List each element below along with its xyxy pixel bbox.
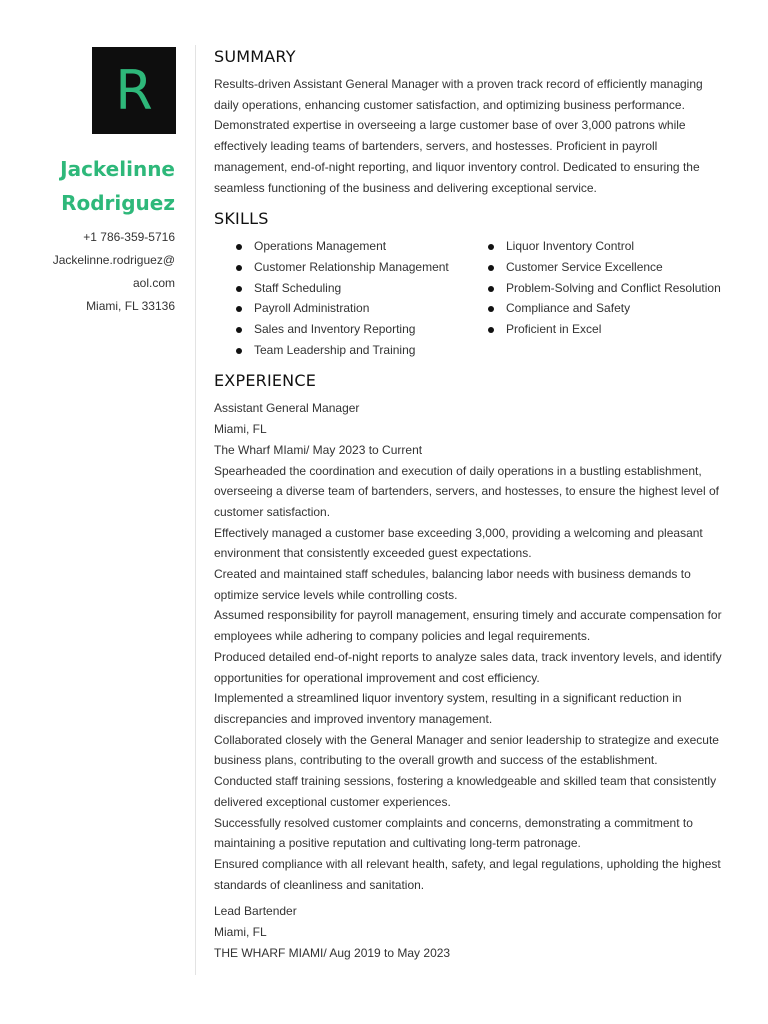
- skill-item: Staff Scheduling: [214, 278, 466, 299]
- skill-item: Sales and Inventory Reporting: [214, 319, 466, 340]
- summary-section: [214, 46, 724, 198]
- job-location: Miami, FL: [214, 422, 267, 437]
- summary-text: Results-driven Assistant General Manager with a proven track record of efficiently managing daily operations, enhancing customer satisfaction, and optimizing business performance. Demonstrated expertise in overseeing a large customer base of over 3,000 patrons while effectively leading teams of bartenders, servers, and hostesses. Proficient in payroll management, end-of-night reporting, and liquor inventory control. Dedicated to ensuring the seamless functioning of the business and delivering exceptional service.: [214, 77, 703, 195]
- experience-section: [214, 370, 724, 963]
- job-bullet: Conducted staff training sessions, fostering a knowledgeable and skilled team that consistently delivered exceptional customer experiences.: [214, 774, 717, 809]
- skill-item: Payroll Administration: [214, 298, 466, 319]
- job-role: Assistant General Manager: [214, 401, 360, 416]
- job-bullet: Created and maintained staff schedules, balancing labor needs with business demands to optimize service levels while controlling costs.: [214, 567, 691, 602]
- skill-item: Customer Relationship Management: [214, 257, 466, 278]
- skill-item: Proficient in Excel: [466, 319, 724, 340]
- job-bullet: Ensured compliance with all relevant health, safety, and legal regulations, upholding the highest standards of cleanliness and sanitation.: [214, 856, 721, 892]
- email-line-2: aol.com: [132, 276, 175, 290]
- skill-item: Team Leadership and Training: [214, 340, 466, 361]
- job-bullet: Effectively managed a customer base exceeding 3,000, providing a welcoming and pleasant environment that consistently exceeded guest expectations.: [214, 525, 703, 561]
- skill-item: Problem-Solving and Conflict Resolution: [466, 278, 724, 299]
- summary-title: SUMMARY: [214, 47, 296, 66]
- job-bullet: Produced detailed end-of-night reports to analyze sales data, track inventory levels, and identify opportunities for operational improvement and cost efficiency.: [214, 649, 722, 685]
- job-location: Miami, FL: [214, 925, 267, 940]
- skills-title: SKILLS: [214, 209, 269, 229]
- skills-list: [214, 236, 724, 360]
- job-bullet: Spearheaded the coordination and execution of daily operations in a bustling establishment, overseeing a diverse team of bartenders, servers, and hostesses, to ensure the highest level of customer satisfaction.: [214, 463, 719, 519]
- job-bullet: Successfully resolved customer complaints and concerns, demonstrating a commitment to maintaining a positive reputation and cultivating long-term patronage.: [214, 815, 693, 851]
- monogram-initial: R: [115, 59, 153, 122]
- skill-item: Liquor Inventory Control: [466, 236, 724, 257]
- job-bullet: Collaborated closely with the General Manager and senior leadership to strategize and execute business plans, contributing to the overall growth and success of the establishment.: [214, 732, 719, 768]
- phone: +1 786-359-5716: [83, 230, 175, 244]
- main-content: [214, 46, 724, 969]
- email-line-1: Jackelinne.rodriguez@: [52, 253, 175, 267]
- sidebar: [0, 0, 195, 1024]
- job-company-dates: The Wharf MIami/ May 2023 to Current: [214, 442, 423, 457]
- job-bullet: Assumed responsibility for payroll management, ensuring timely and accurate compensation for employees while adhering to company policies and legal requirements.: [214, 608, 722, 644]
- job-entry: [214, 901, 724, 963]
- monogram: [92, 47, 176, 134]
- job-company-dates: THE WHARF MIAMI/ Aug 2019 to May 2023: [214, 945, 451, 960]
- experience-title: EXPERIENCE: [214, 371, 317, 391]
- skill-item: Operations Management: [214, 236, 466, 257]
- job-role: Lead Bartender: [214, 904, 297, 919]
- contact-info: [5, 226, 175, 318]
- skill-item: Compliance and Safety: [466, 298, 724, 319]
- skill-item: Customer Service Excellence: [466, 257, 724, 278]
- job-bullet: Implemented a streamlined liquor inventory system, resulting in a significant reduction in discrepancies and improved inventory management.: [214, 691, 682, 726]
- skills-column-1: [214, 236, 466, 360]
- skills-section: [214, 208, 724, 360]
- job-entry: [214, 398, 724, 895]
- skills-column-2: [466, 236, 724, 360]
- candidate-name: [60, 152, 175, 220]
- last-name: Rodriguez: [61, 191, 175, 215]
- job-list: [214, 398, 724, 963]
- location: Miami, FL 33136: [86, 299, 175, 313]
- first-name: Jackelinne: [60, 157, 175, 181]
- column-divider: [195, 45, 196, 975]
